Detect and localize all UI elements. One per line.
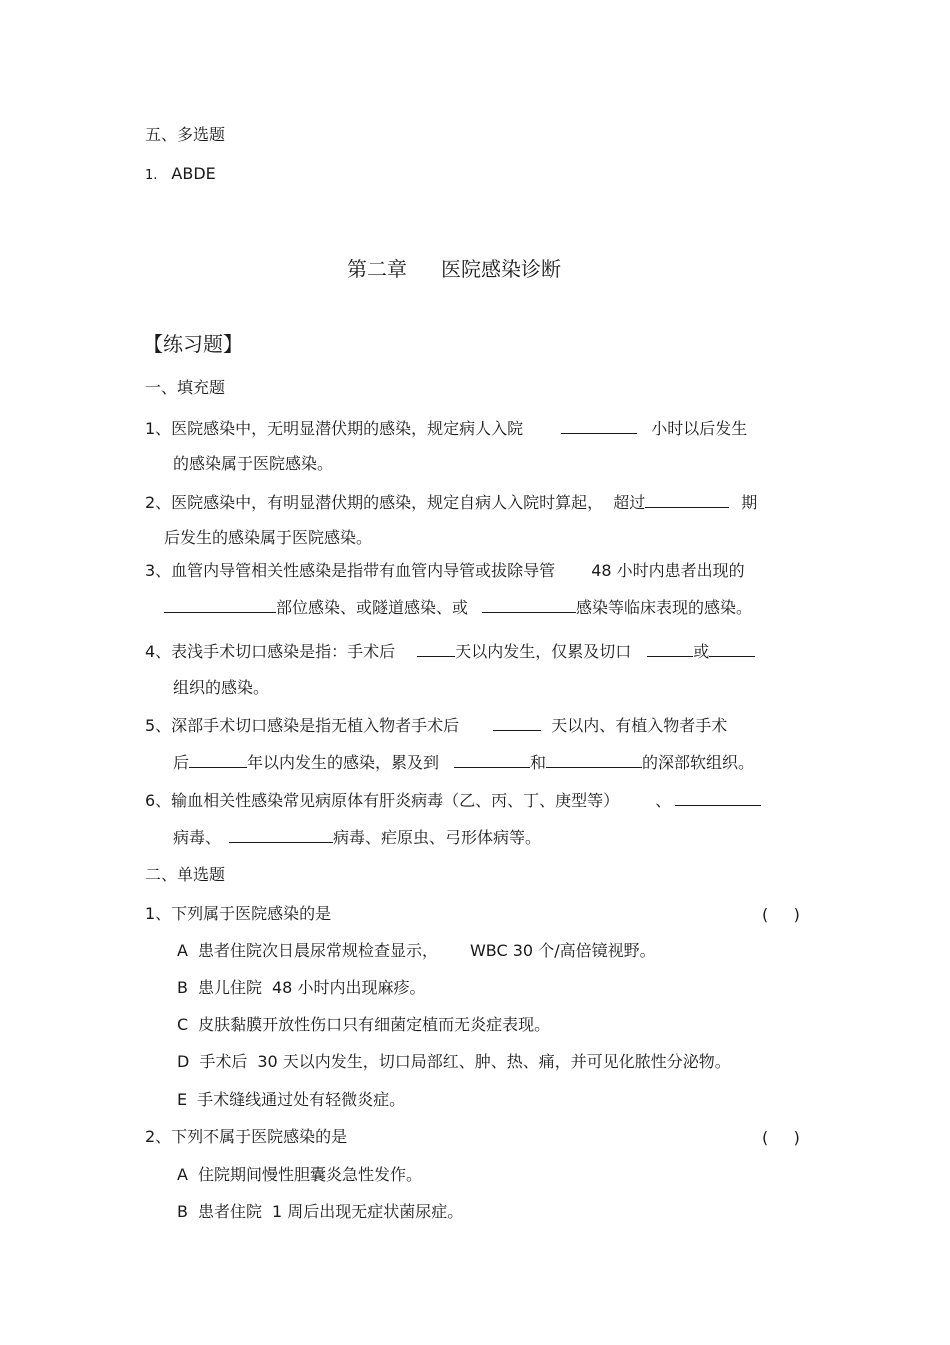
option-label: A	[177, 1165, 188, 1184]
single-q1-stem: 1、下列属于医院感染的是	[145, 904, 332, 923]
fill-q5-blank-1	[493, 714, 541, 731]
single-q1-answer-paren: ( )	[762, 905, 800, 924]
option-label: E	[177, 1090, 188, 1109]
prev-answer-value: ABDE	[171, 164, 216, 183]
fill-q5-text-3: 后	[173, 753, 190, 772]
fill-q2-text-2: 超过	[613, 493, 646, 512]
fill-q5-blank-2	[189, 751, 247, 768]
single-section-heading: 二、单选题	[145, 865, 226, 884]
option-label: B	[177, 1202, 188, 1221]
option-text: 患者住院	[197, 1202, 262, 1221]
fill-q6-blank-1	[675, 789, 761, 806]
fill-q3-line2	[164, 596, 752, 619]
fill-q5-text-4: 年以内发生的感染，累及到	[247, 753, 440, 772]
prev-section-heading: 五、多选题	[145, 125, 226, 144]
option-text: 住院期间慢性胆囊炎急性发作。	[197, 1165, 422, 1184]
fill-q2-text: 2、医院感染中，有明显潜伏期的感染，规定自病人入院时算起，	[145, 493, 604, 512]
fill-q5-line2	[173, 751, 754, 774]
fill-q1-line1	[145, 417, 747, 440]
fill-q4-line1	[145, 640, 755, 663]
fill-q6-text-2: 、	[655, 791, 672, 810]
prev-answer-number: 1.	[145, 168, 158, 183]
fill-q1-blank	[561, 417, 637, 434]
option-label: B	[177, 978, 188, 997]
chapter-number: 第二章	[347, 257, 407, 281]
chapter-title	[347, 258, 561, 280]
single-q2-stem: 2、下列不属于医院感染的是	[145, 1127, 348, 1146]
option-text-2: 48 小时内出现麻疹。	[272, 978, 426, 997]
option-text-2: 30 天以内发生，切口局部红、肿、热、痛，并可见化脓性分泌物。	[257, 1052, 731, 1071]
fill-q5-line1	[145, 714, 727, 737]
option-label: A	[177, 941, 188, 960]
single-q1-option-c	[177, 1014, 550, 1036]
single-q1-option-e	[177, 1089, 405, 1111]
option-text: 手术后	[199, 1052, 248, 1071]
fill-q4-blank-2	[647, 640, 693, 657]
fill-q3-line1	[145, 560, 745, 582]
option-label: C	[177, 1015, 189, 1034]
option-text-2: 1 周后出现无症状菌尿症。	[272, 1202, 464, 1221]
fill-q5-blank-4	[546, 751, 642, 768]
exercise-heading: 【练习题】	[143, 332, 243, 356]
chapter-name: 医院感染诊断	[441, 257, 561, 281]
fill-q4-text: 4、表浅手术切口感染是指：手术后	[145, 642, 396, 661]
single-q1-option-b	[177, 977, 425, 999]
fill-q4-line2: 组织的感染。	[173, 678, 270, 697]
fill-q3-blank-2	[482, 596, 576, 613]
fill-q1-text-2: 小时以后发生	[651, 419, 748, 438]
fill-q2-text-3: 期	[741, 493, 758, 512]
option-text: 患者住院次日晨尿常规检查显示，	[197, 941, 438, 960]
fill-q5-text-5: 和	[530, 753, 547, 772]
fill-q2-blank	[645, 491, 729, 508]
fill-q5-blank-3	[454, 751, 530, 768]
fill-q2-line2: 后发生的感染属于医院感染。	[164, 528, 373, 547]
fill-q4-blank-3	[709, 640, 755, 657]
fill-q1-line2: 的感染属于医院感染。	[173, 454, 334, 473]
single-q1-option-a	[177, 940, 656, 962]
fill-q3-blank-1	[164, 596, 276, 613]
single-q2-answer-paren: ( )	[762, 1128, 800, 1147]
fill-q4-blank-1	[417, 640, 455, 657]
fill-q5-text: 5、深部手术切口感染是指无植入物者手术后	[145, 716, 460, 735]
fill-q3-text-4: 感染等临床表现的感染。	[576, 598, 753, 617]
fill-q3-text-2: 48 小时内患者出现的	[591, 561, 745, 580]
fill-q3-text: 3、血管内导管相关性感染是指带有血管内导管或拔除导管	[145, 561, 556, 580]
fill-section-heading: 一、填充题	[145, 378, 226, 397]
option-label: D	[177, 1052, 190, 1071]
option-text: 皮肤黏膜开放性伤口只有细菌定植而无炎症表现。	[198, 1015, 551, 1034]
fill-q4-text-2: 天以内发生，仅累及切口	[455, 642, 632, 661]
fill-q3-text-3: 部位感染、或隧道感染、或	[276, 598, 469, 617]
fill-q4-text-3: 或	[693, 642, 710, 661]
fill-q6-text-4: 病毒、疟原虫、弓形体病等。	[333, 828, 542, 847]
single-q1-option-d	[177, 1051, 731, 1073]
fill-q6-line1	[145, 789, 761, 812]
fill-q1-text: 1、医院感染中，无明显潜伏期的感染，规定病人入院	[145, 419, 524, 438]
fill-q5-text-6: 的深部软组织。	[642, 753, 755, 772]
option-text-2: WBC 30 个/高倍镜视野。	[469, 941, 656, 960]
single-q2-option-a	[177, 1164, 422, 1186]
single-q2-option-b	[177, 1201, 463, 1223]
prev-answer-row	[145, 163, 216, 187]
option-text: 手术缝线通过处有轻微炎症。	[197, 1090, 406, 1109]
fill-q6-line2	[173, 826, 541, 849]
fill-q2-line1	[145, 491, 757, 514]
fill-q6-text: 6、输血相关性感染常见病原体有肝炎病毒（乙、丙、丁、庚型等）	[145, 791, 620, 810]
option-text: 患儿住院	[197, 978, 262, 997]
fill-q6-text-3: 病毒、	[173, 828, 222, 847]
fill-q5-text-2: 天以内、有植入物者手术	[551, 716, 728, 735]
fill-q6-blank-2	[229, 826, 333, 843]
